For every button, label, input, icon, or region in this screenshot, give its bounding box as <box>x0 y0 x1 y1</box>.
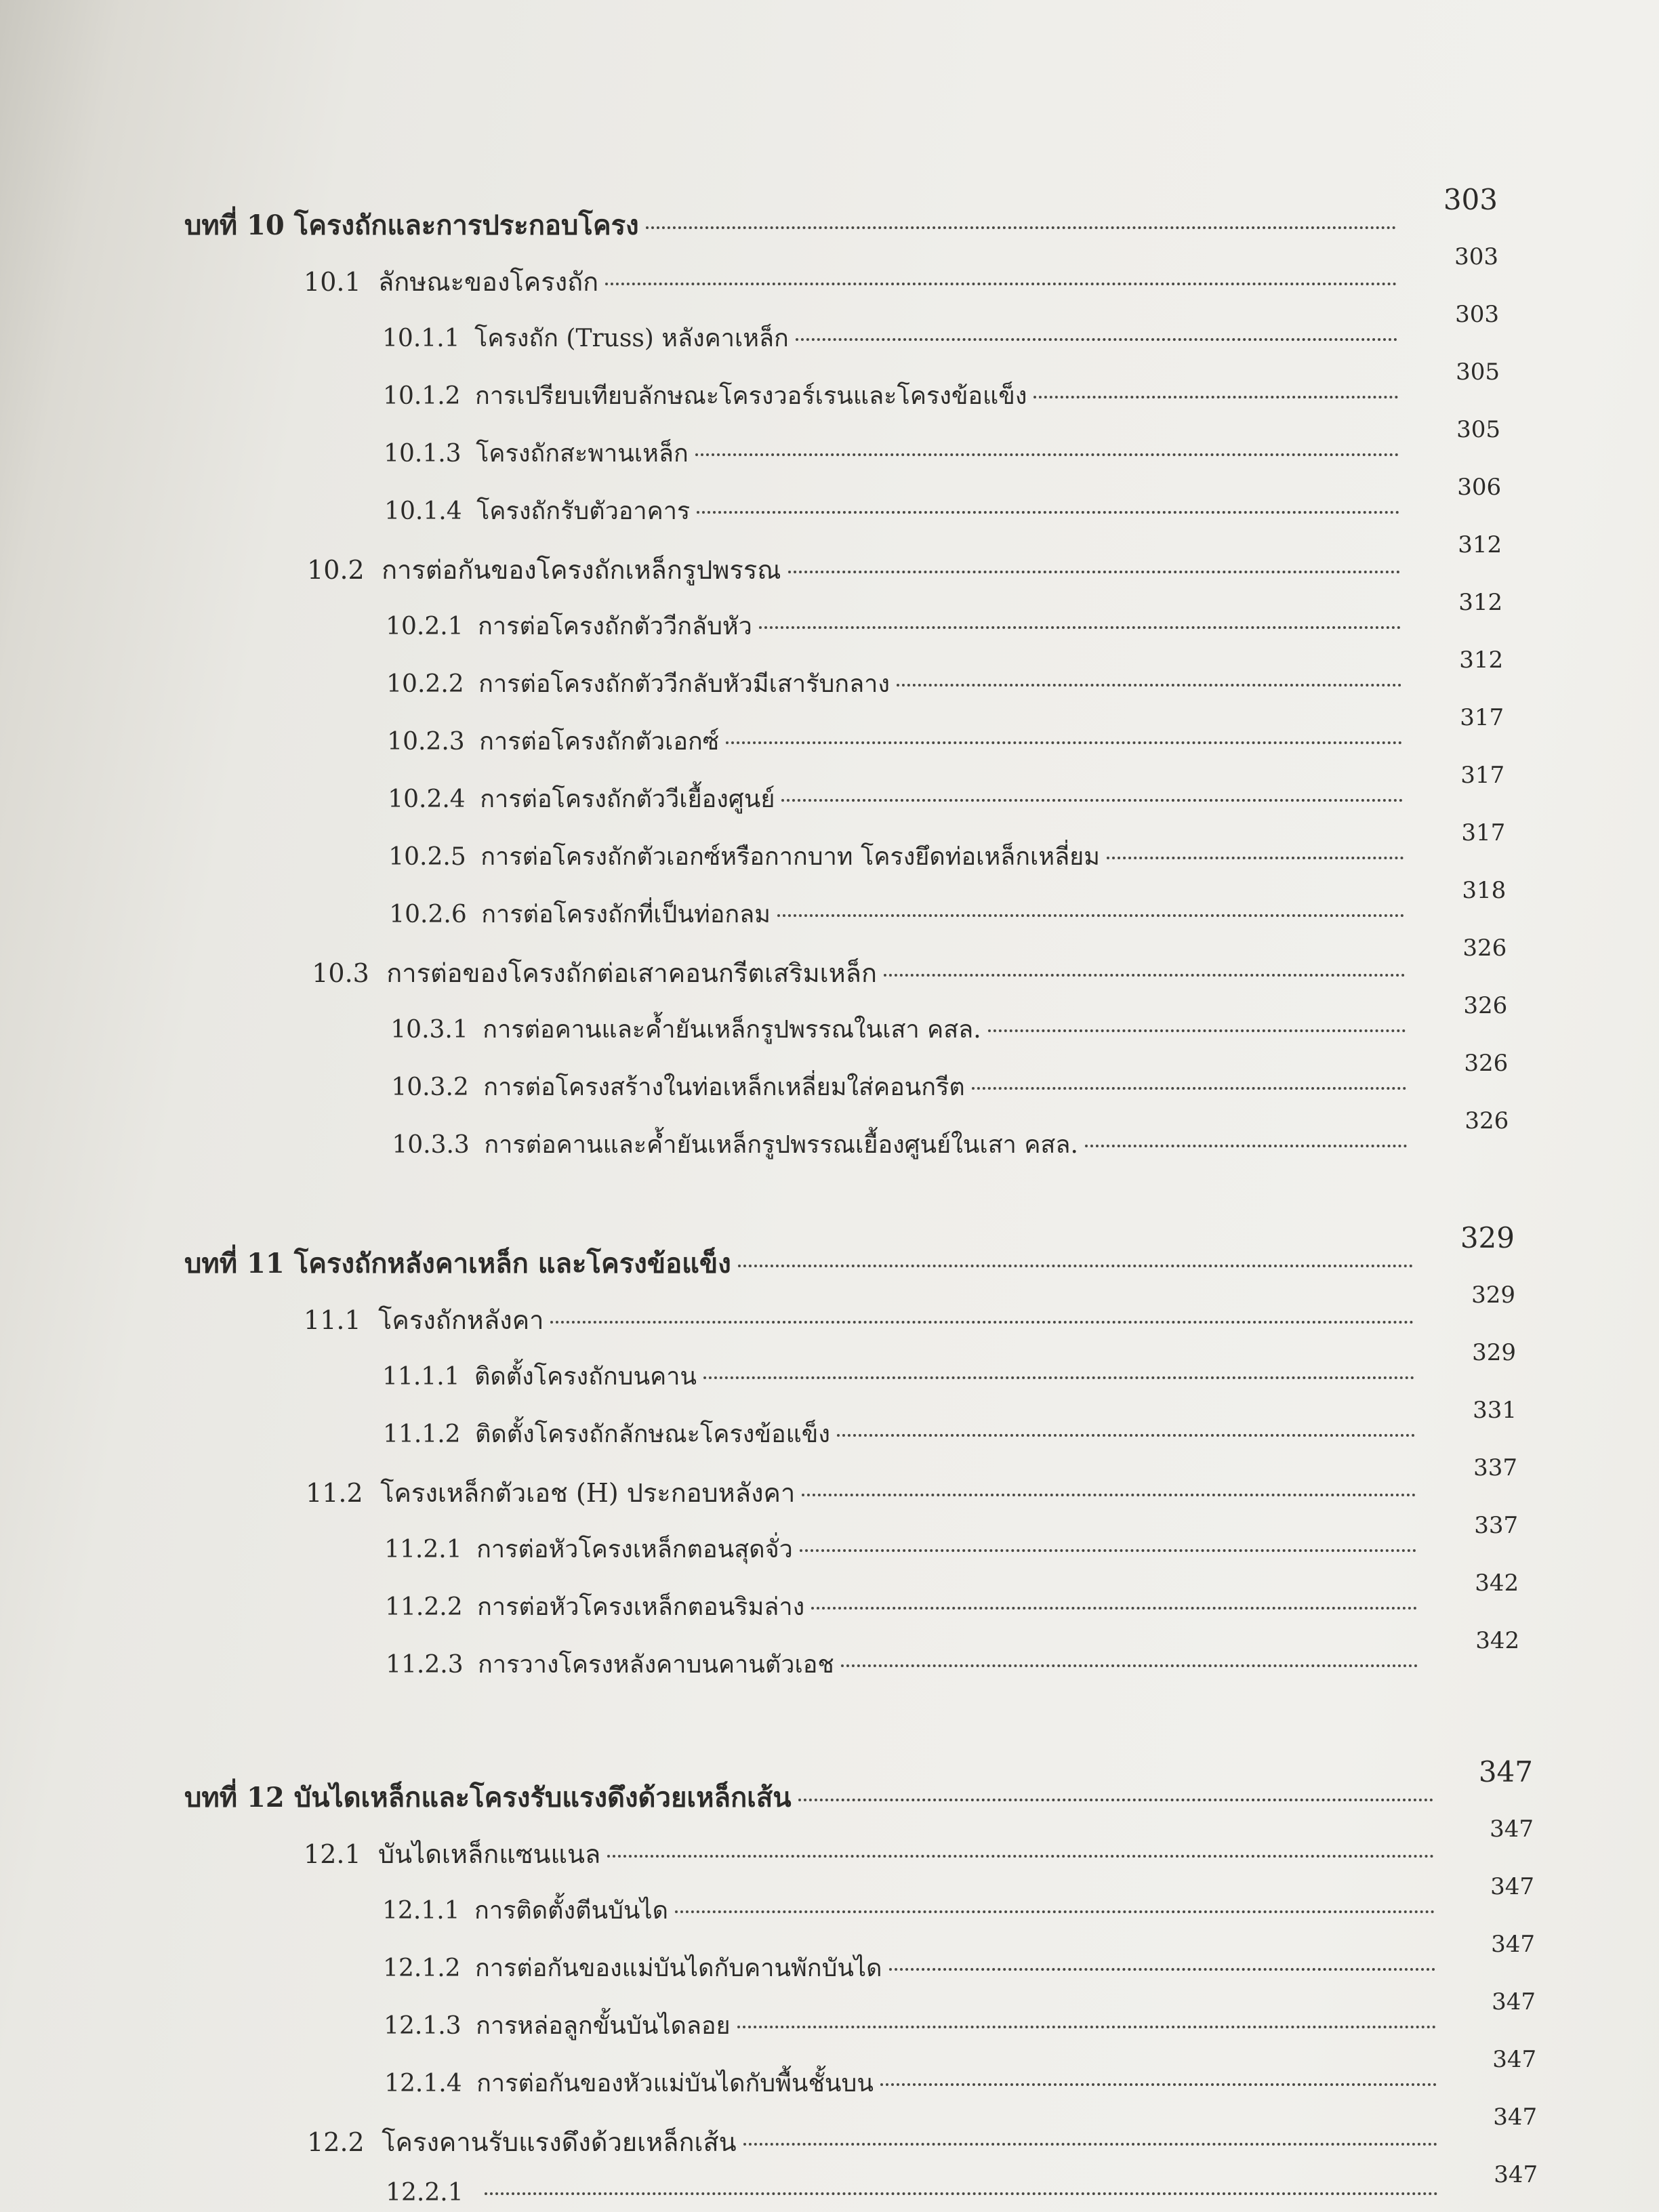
entry-number: 10.2.3 <box>387 728 465 756</box>
section-entry <box>304 261 1404 302</box>
leader-dots <box>726 741 1402 744</box>
page-number: 342 <box>1475 1570 1519 1597</box>
leader-dots <box>897 684 1401 687</box>
entry-title: การต่อโครงถักที่เป็นท่อกลม <box>481 901 771 928</box>
entry-title: โครงเหล็กตัวเอช (H) ประกอบหลังคา <box>380 1478 796 1508</box>
entry-number: 11.1.2 <box>383 1420 461 1448</box>
subsection-entry <box>382 1891 1441 1929</box>
page-number: 347 <box>1492 1988 1536 2015</box>
entry-number: 12.2.1 <box>386 2179 464 2207</box>
subsection-entry <box>382 319 1404 357</box>
leader-dots <box>743 2143 1437 2146</box>
entry-title: การต่อโครงถักตัวเอกซ์ <box>479 728 720 756</box>
entry-number: 10.3.1 <box>390 1016 468 1044</box>
page-number: 347 <box>1494 2161 1538 2188</box>
entry-title: การต่อกันของแม่บันไดกับคานพักบันได <box>475 1954 882 1982</box>
page-number: 317 <box>1460 762 1505 789</box>
entry-number: 10.2.1 <box>386 613 464 640</box>
page-number: 347 <box>1478 1755 1533 1788</box>
subsection-entry <box>386 2179 1445 2207</box>
subsection-entry <box>382 1357 1421 1395</box>
page-number: 337 <box>1473 1454 1518 1481</box>
entry-title: ติดตั้งโครงถักลักษณะโครงข้อแข็ง <box>475 1420 830 1448</box>
entry-title: โครงถักสะพานเหล็ก <box>476 440 689 468</box>
page-number: 312 <box>1459 647 1504 674</box>
section-entry <box>304 1299 1420 1340</box>
entry-number: 11.1.1 <box>382 1363 460 1391</box>
entry-number: 10.1.4 <box>384 497 462 525</box>
leader-dots <box>1033 396 1398 398</box>
entry-number: 10.2.2 <box>386 670 464 698</box>
leader-dots <box>646 226 1396 229</box>
entry-number: 10.2.5 <box>388 843 466 871</box>
leader-dots <box>550 1321 1414 1324</box>
leader-dots <box>889 1968 1436 1971</box>
page-number: 305 <box>1456 359 1500 386</box>
section-entry <box>306 1472 1422 1513</box>
leader-dots <box>1085 1145 1407 1147</box>
entry-title: การต่อโครงถักตัววีเยื้องศูนย์ <box>480 785 775 813</box>
subsection-entry <box>384 491 1406 530</box>
entry-number: 12.1.2 <box>383 1954 461 1982</box>
entry-title: การต่อคานและค้ำยันเหล็กรูปพรรณในเสา คสล. <box>483 1016 981 1044</box>
subsection-entry <box>384 1530 1423 1568</box>
entry-number: 11.2.2 <box>385 1593 463 1621</box>
entry-title: บันไดเหล็กและโครงรับแรงดึงด้วยเหล็กเส้น <box>293 1782 792 1814</box>
subsection-entry <box>388 837 1410 876</box>
page-number: 312 <box>1458 589 1503 616</box>
entry-number: บทที่ 12 <box>184 1782 285 1814</box>
subsection-entry <box>386 1645 1425 1683</box>
subsection-entry <box>383 1414 1422 1453</box>
leader-dots <box>837 1434 1415 1437</box>
entry-title: การต่อหัวโครงเหล็กตอนสุดจั่ว <box>476 1536 793 1563</box>
entry-title: การติดตั้งตีนบันได <box>474 1897 669 1925</box>
page-number: 342 <box>1475 1627 1520 1654</box>
entry-number: บทที่ 10 <box>184 209 285 241</box>
entry-title: โครงถักรับตัวอาคาร <box>476 497 691 525</box>
entry-number: 10.1.1 <box>382 325 460 352</box>
leader-dots <box>607 1855 1434 1858</box>
subsection-entry <box>390 1010 1412 1048</box>
page-number: 305 <box>1456 416 1501 443</box>
leader-dots <box>485 2192 1438 2195</box>
entry-title: ติดตั้งโครงถักบนคาน <box>474 1363 697 1391</box>
page-number: 329 <box>1471 1282 1516 1309</box>
entry-title: การต่อโครงถักตัววีกลับหัวมีเสารับกลาง <box>478 670 890 698</box>
entry-number: 12.1.1 <box>382 1897 460 1925</box>
leader-dots <box>802 1494 1416 1496</box>
page-number: 326 <box>1463 992 1508 1019</box>
leader-dots <box>675 1910 1435 1913</box>
page-number: 331 <box>1473 1397 1517 1424</box>
page-number: 303 <box>1454 243 1499 270</box>
leader-dots <box>880 2083 1437 2086</box>
page-number: 329 <box>1472 1339 1517 1366</box>
leader-dots <box>788 571 1401 573</box>
entry-title: การต่อโครงสร้างในท่อเหล็กเหลี่ยมใส่คอนกรีต <box>483 1073 965 1101</box>
subsection-entry <box>388 779 1410 818</box>
subsection-entry <box>387 722 1409 760</box>
leader-dots <box>972 1087 1406 1090</box>
leader-dots <box>738 1265 1413 1267</box>
leader-dots <box>800 1549 1416 1552</box>
subsection-entry <box>384 2006 1443 2045</box>
entry-title: โครงถักและการประกอบโครง <box>293 209 639 241</box>
subsection-entry <box>386 664 1408 703</box>
entry-number: 11.2 <box>306 1478 363 1508</box>
page-number: 347 <box>1493 2104 1538 2131</box>
entry-number: 11.1 <box>304 1305 361 1335</box>
entry-title: โครงถักหลังคา <box>378 1305 544 1335</box>
entry-number: 11.2.1 <box>384 1536 462 1563</box>
page-number: 347 <box>1491 1931 1536 1958</box>
leader-dots <box>841 1664 1418 1667</box>
leader-dots <box>796 338 1397 341</box>
page-number: 326 <box>1464 1050 1509 1077</box>
leader-dots <box>781 799 1403 802</box>
page-number: 347 <box>1492 2046 1537 2073</box>
entry-title: โครงถักหลังคาเหล็ก และโครงข้อแข็ง <box>293 1248 731 1279</box>
entry-number: 12.1 <box>304 1839 361 1869</box>
chapter-heading <box>184 1242 1420 1285</box>
leader-dots <box>737 2026 1436 2028</box>
leader-dots <box>695 453 1399 456</box>
entry-number: 10.3.2 <box>391 1073 469 1101</box>
entry-number: 10.2.4 <box>388 785 466 813</box>
entry-title: การต่อกันของโครงถักเหล็กรูปพรรณ <box>382 555 781 585</box>
leader-dots <box>703 1376 1414 1379</box>
leader-dots <box>759 626 1401 629</box>
entry-title: การต่อหัวโครงเหล็กตอนริมล่าง <box>477 1593 805 1621</box>
section-entry <box>304 1833 1441 1875</box>
leader-dots <box>884 974 1405 977</box>
entry-title: บันไดเหล็กแซนแนล <box>378 1839 601 1869</box>
page-number: 312 <box>1458 531 1502 558</box>
page-number: 347 <box>1490 1873 1535 1900</box>
page-number: 329 <box>1460 1221 1515 1254</box>
subsection-entry <box>384 2064 1443 2102</box>
subsection-entry <box>392 1125 1414 1164</box>
page-number: 326 <box>1462 935 1507 962</box>
page-number: 347 <box>1490 1816 1534 1843</box>
entry-number: 12.1.3 <box>384 2012 462 2040</box>
leader-dots <box>988 1029 1406 1032</box>
page-number: 303 <box>1455 301 1500 328</box>
subsection-entry <box>383 376 1405 415</box>
entry-title: โครงถัก (Truss) หลังคาเหล็ก <box>474 325 789 352</box>
page-number: 303 <box>1443 183 1498 216</box>
entry-number: 10.1.3 <box>384 440 462 468</box>
page-number: 337 <box>1474 1512 1519 1539</box>
entry-number: 10.2.6 <box>389 901 467 928</box>
entry-number: 12.2 <box>307 2127 365 2157</box>
subsection-entry <box>386 607 1408 645</box>
entry-title: การต่อโครงถักตัวเอกซ์หรือกากบาท โครงยึดท่อเหล็กเหลี่ยม <box>480 843 1100 871</box>
entry-title: โครงคานรับแรงดึงด้วยเหล็กเส้น <box>382 2127 737 2157</box>
entry-title: การต่อกันของหัวแม่บันไดกับพื้นชั้นบน <box>476 2070 874 2097</box>
page-number: 317 <box>1461 819 1506 846</box>
page-number: 317 <box>1460 704 1504 731</box>
subsection-entry <box>384 434 1406 472</box>
section-entry <box>307 2121 1444 2163</box>
entry-title: ลักษณะของโครงถัก <box>378 267 599 297</box>
entry-number: บทที่ 11 <box>184 1248 285 1279</box>
entry-title: การเปรียบเทียบลักษณะโครงวอร์เรนและโครงข้อแข็ง <box>475 382 1027 410</box>
section-entry <box>312 952 1412 994</box>
subsection-entry <box>385 1587 1424 1626</box>
section-entry <box>307 549 1407 590</box>
entry-title: การต่อของโครงถักต่อเสาคอนกรีตเสริมเหล็ก <box>386 958 877 988</box>
leader-dots <box>798 1799 1433 1801</box>
entry-title: การหล่อลูกขั้นบันไดลอย <box>476 2012 731 2040</box>
leader-dots <box>1107 857 1404 859</box>
subsection-entry <box>383 1948 1442 1987</box>
entry-title: การวางโครงหลังคาบนคานตัวเอช <box>478 1651 834 1679</box>
entry-number: 11.2.3 <box>386 1651 464 1679</box>
subsection-entry <box>389 895 1411 933</box>
leader-dots <box>777 914 1404 917</box>
entry-number: 10.1 <box>304 267 361 297</box>
page-number: 326 <box>1465 1107 1509 1134</box>
entry-number: 10.3.3 <box>392 1131 470 1159</box>
entry-number: 10.1.2 <box>383 382 461 410</box>
page-number: 318 <box>1462 877 1507 904</box>
entry-number: 10.2 <box>307 555 365 585</box>
leader-dots <box>811 1607 1417 1610</box>
subsection-entry <box>391 1067 1413 1106</box>
leader-dots <box>605 283 1397 285</box>
entry-title: การต่อคานและค้ำยันเหล็กรูปพรรณเยื้องศูนย์ในเสา คสล. <box>484 1131 1078 1159</box>
page-number: 306 <box>1457 474 1502 501</box>
chapter-heading <box>184 1776 1440 1819</box>
chapter-heading <box>184 203 1403 247</box>
entry-number: 12.1.4 <box>384 2070 462 2097</box>
entry-number: 10.3 <box>312 958 369 988</box>
leader-dots <box>697 511 1399 514</box>
entry-title: การต่อโครงถักตัววีกลับหัว <box>478 613 752 640</box>
